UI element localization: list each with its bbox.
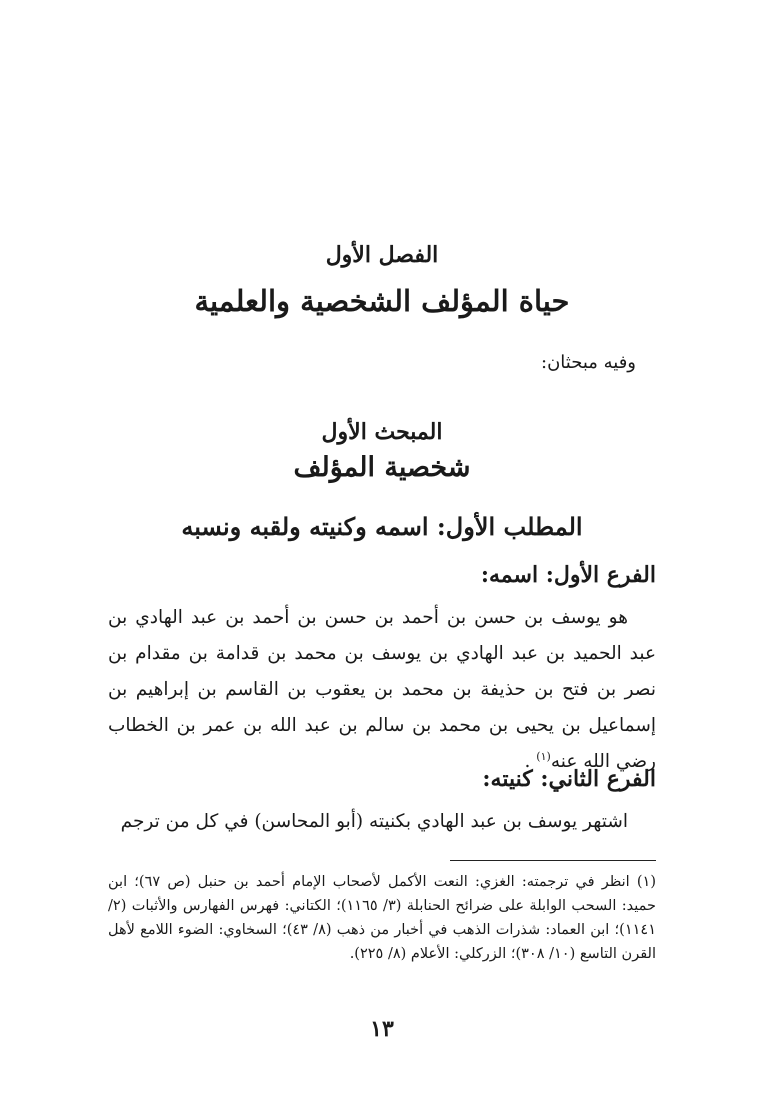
- section-label: المبحث الأول: [321, 419, 443, 445]
- page-number: ١٣: [370, 1016, 394, 1042]
- chapter-title: حياة المؤلف الشخصية والعلمية: [194, 284, 570, 318]
- branch-1-text: هو يوسف بن حسن بن أحمد بن حسن بن أحمد بن عبد الهادي بن عبد الحميد بن عبد الهادي بن يوسف بن محمد بن قدامة بن مقدام بن نصر بن فتح بن حذيفة بن محمد بن يعقوب بن القاسم بن إبراهيم بن إسماعيل بن يحيى بن محمد بن سالم بن عبد الله بن عمر بن الخطاب رضي الله عنه: [108, 607, 656, 772]
- footnote-divider: [450, 860, 656, 861]
- footnote-text: (١) انظر في ترجمته: الغزي: النعت الأكمل لأصحاب الإمام أحمد بن حنبل (ص ٦٧)؛ ابن حميد: السحب الوابلة على ضرائح الحنابلة (٣/ ١١٦٥)؛ الكتاني: فهرس الفهارس والأثبات (٢/ ١١٤١)؛ ابن العماد: شذرات الذهب في أخبار من ذهب (٨/ ٤٣)؛ السخاوي: الضوء اللامع لأهل القرن التاسع (١٠/ ٣٠٨)؛ الزركلي: الأعلام (٨/ ٢٢٥).: [108, 874, 656, 962]
- topic-title: المطلب الأول: اسمه وكنيته ولقبه ونسبه: [181, 512, 583, 541]
- branch-1-heading: الفرع الأول: اسمه:: [480, 562, 656, 588]
- intro-line: وفيه مبحثان:: [541, 352, 636, 373]
- section-title: شخصية المؤلف: [293, 452, 471, 483]
- branch-1-paragraph: [108, 600, 656, 780]
- branch-2-heading: الفرع الثاني: كنيته:: [482, 766, 656, 792]
- footnote-ref[interactable]: (١): [536, 749, 551, 763]
- chapter-label: الفصل الأول: [325, 242, 439, 268]
- branch-1-end: .: [524, 751, 531, 772]
- branch-2-paragraph: اشتهر يوسف بن عبد الهادي بكنيته (أبو المحاسن) في كل من ترجم: [120, 811, 628, 832]
